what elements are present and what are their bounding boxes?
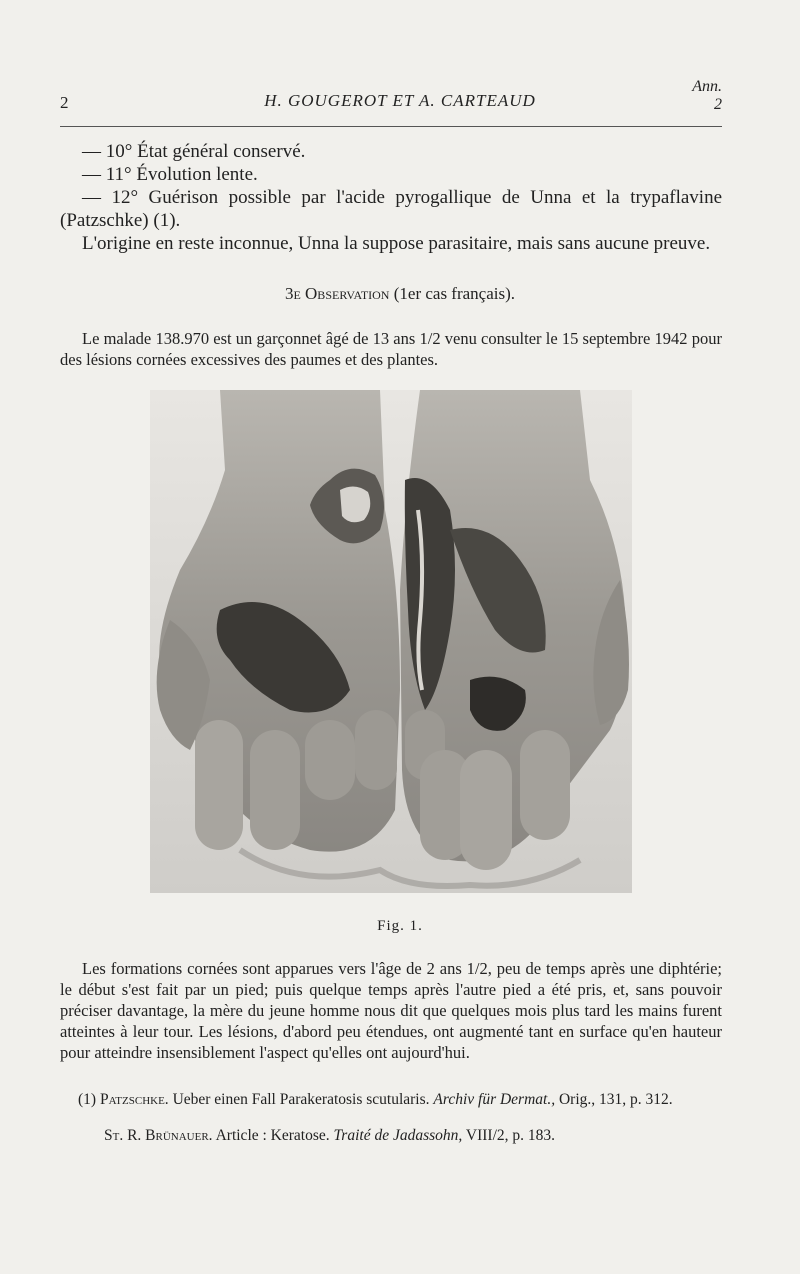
footnote-2 — [104, 1126, 724, 1145]
header-rule — [60, 126, 722, 127]
journal-marker — [692, 78, 722, 114]
paragraph-history: Les formations cornées sont apparues vers l'âge de 2 ans 1/2, peu de temps après une diphtérie; le début s'est fait par un pied; puis quelque temps après l'autre pied a été pris, et, sans pouvoir préciser davantage, la mère du jeune homme nous dit que quelques mois plus tard les mains furent atteintes à leur tour. Les lésions, d'abord peu étendues, ont augmenté tant en surface qu'en hauteur pour atteindre insensiblement l'aspect qu'elles ont aujourd'hui. — [60, 959, 722, 1062]
list-item-12: — 12° Guérison possible par l'acide pyrogallique de Unna et la trypaflavine (Patzschke) (1). — [60, 187, 722, 231]
footnote-1-author: Patzschke. — [99, 1091, 169, 1108]
figure-photo — [150, 390, 632, 893]
figure-caption: Fig. 1. — [377, 918, 423, 934]
footnote-2-author: St. R. Brünauer. — [104, 1127, 213, 1144]
section-heading — [0, 284, 800, 304]
footnote-2-book: Traité de Jadassohn, — [333, 1127, 463, 1144]
footnote-1 — [60, 1090, 722, 1109]
footnote-1-reference: Orig., 131, p. 312. — [558, 1091, 673, 1108]
footnote-1-title: Ueber einen Fall Parakeratosis scutularis. — [172, 1091, 430, 1108]
hands-photograph — [150, 390, 632, 893]
list-item-11: — 11° Évolution lente. — [82, 164, 258, 185]
journal-volume: 2 — [714, 96, 722, 113]
paragraph-case: Le malade 138.970 est un garçonnet âgé de 13 ans 1/2 venu consulter le 15 septembre 1942 pour des lésions cornées excessives des paumes et des plantes. — [60, 329, 722, 369]
section-heading-label: 3e Observation — [284, 284, 390, 303]
footnote-1-number: (1) — [78, 1091, 97, 1108]
list-item-10: — 10° État général conservé. — [82, 141, 306, 162]
footnote-2-title: Article : Keratose. — [215, 1127, 330, 1144]
journal-abbr: Ann. — [692, 78, 722, 95]
page-number: 2 — [60, 93, 69, 112]
footnote-1-journal: Archiv für Dermat., — [433, 1091, 556, 1108]
paragraph-origin: L'origine en reste inconnue, Unna la suppose parasitaire, mais sans aucune preuve. — [82, 233, 711, 254]
running-title: H. GOUGEROT ET A. CARTEAUD — [264, 91, 536, 110]
footnote-2-reference: VIII/2, p. 183. — [465, 1127, 556, 1144]
section-heading-note: (1er cas français). — [393, 284, 516, 303]
